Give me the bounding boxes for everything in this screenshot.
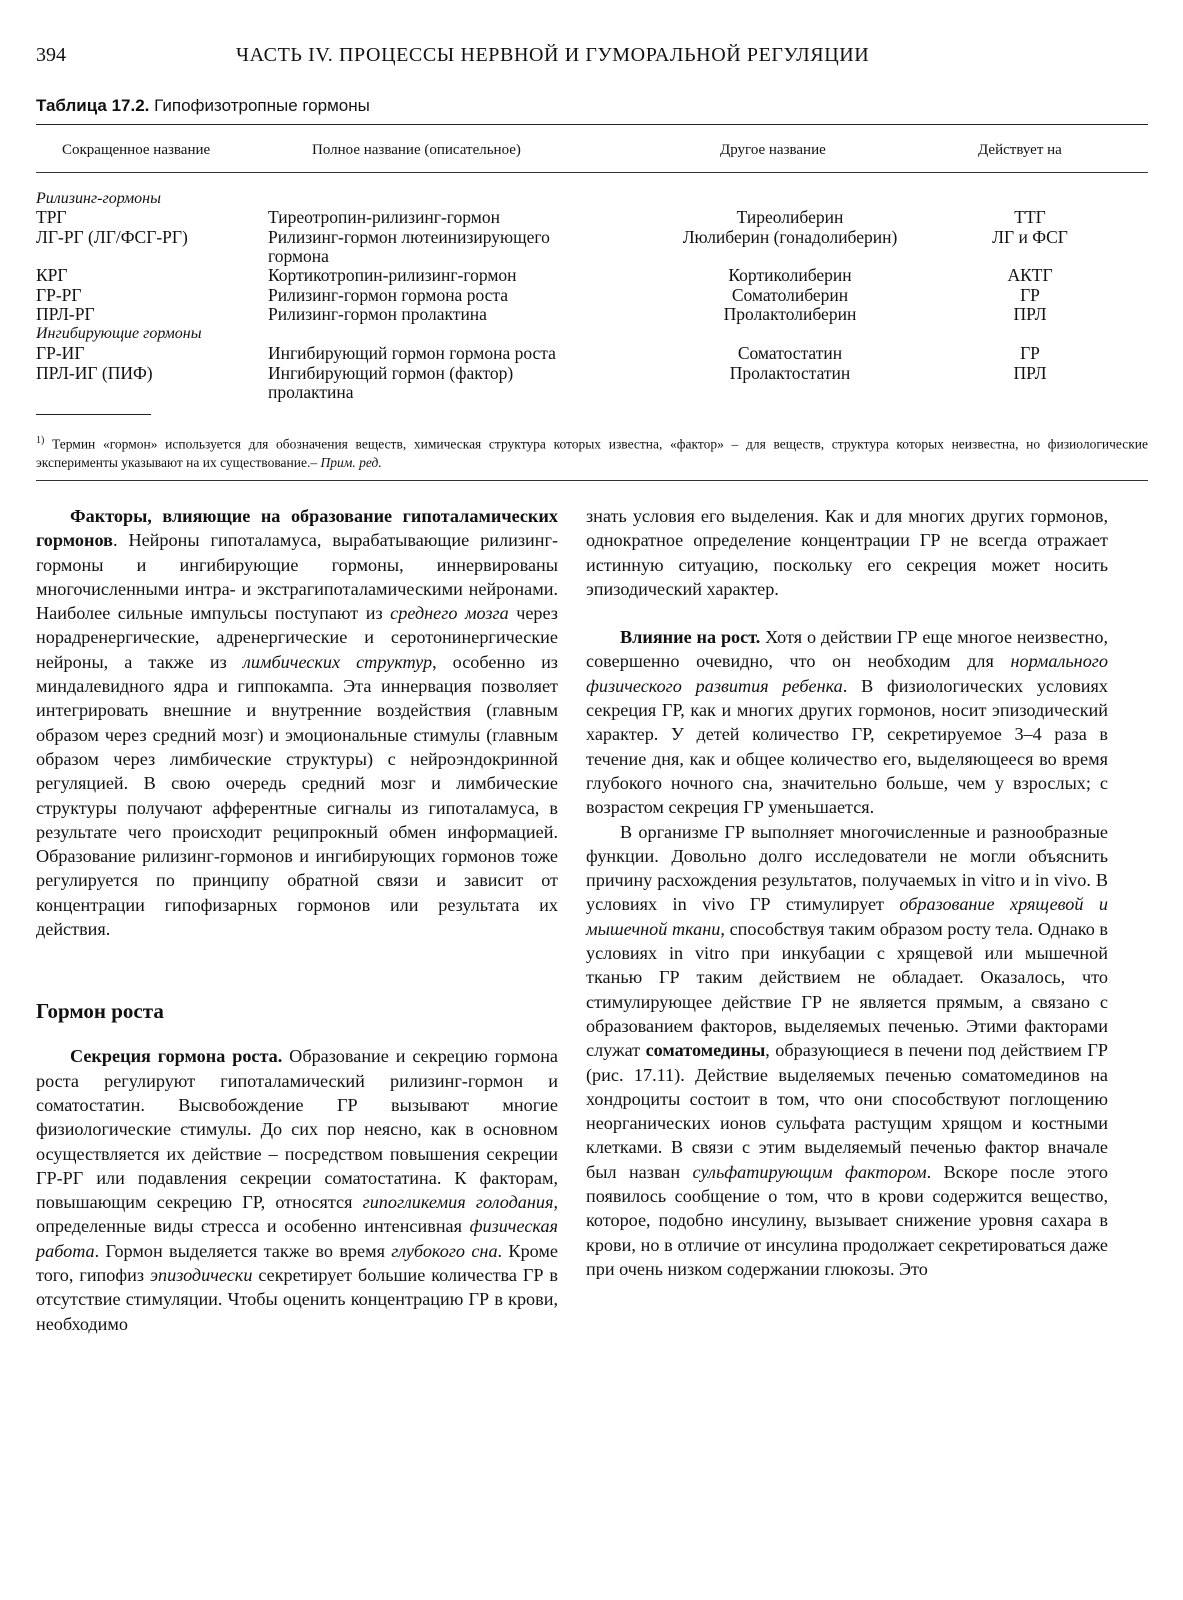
table-caption-label: Таблица 17.2.: [36, 96, 150, 115]
table-footnote: [36, 432, 1148, 472]
emphasis: среднего мозга: [390, 603, 509, 624]
text-run: секретирует большие количества ГР в отсутствие стимуляции. Чтобы оценить концентрацию ГР в крови, необходимо: [36, 1265, 558, 1334]
table-cell-other: Пролактостатин: [729, 363, 851, 383]
table-cell-abbr: ГР-РГ: [36, 285, 82, 305]
paragraph-run-in-heading: Факторы, влияющие на образование гипоталамических гормонов: [36, 506, 558, 551]
column-header-other: Другое название: [720, 142, 826, 158]
emphasis: образование хрящевой и мышечной ткани: [586, 894, 1108, 939]
table-cell-full: Тиреотропин-рилизинг-гормон: [268, 207, 500, 227]
table-cell-acts: ТТГ: [1014, 207, 1046, 227]
table-cell-full: Рилизинг-гормон лютеинизирующего гормона: [268, 227, 550, 266]
paragraph-gh-functions: [586, 820, 1108, 1282]
table-cell-full: Кортикотропин-рилизинг-гормон: [268, 265, 517, 285]
table-caption: [36, 96, 370, 116]
table-cell-other: Соматостатин: [737, 343, 843, 363]
table-cell-other: Тиреолиберин: [736, 207, 844, 227]
text-run: , особенно из миндалевидного ядра и гиппокампа. Эта иннервация позволяет интегрировать внешние и внутренние воздействия (главным образом через средний мозг) и эмоциональные стимулы (главным образом через лимбические структуры) с нейроэндокринной регуляцией. В свою очередь средний мозг и лимбические структуры получают афферентные сигналы из гипоталамуса, в результате чего происходит реципрокный обмен информацией. Образование рилизинг-гормонов и ингибирующих гормонов тоже регулируется по принципу обратной связи и зависит от концентрации гипофизарных гормонов или результата их действия.: [36, 651, 558, 940]
paragraph-run-in-heading: Секреция гормона роста.: [70, 1046, 283, 1067]
table-cell-acts: АКТГ: [1007, 265, 1053, 285]
page-header: [36, 44, 1146, 74]
table-cell-abbr: ПРЛ-ИГ (ПИФ): [36, 363, 153, 383]
running-title: ЧАСТЬ IV. ПРОЦЕССЫ НЕРВНОЙ И ГУМОРАЛЬНОЙ РЕГУЛЯЦИИ: [236, 44, 870, 66]
table-cell-full: Ингибирующий гормон (фактор) пролактина: [268, 363, 514, 402]
table-cell-abbr: ТРГ: [36, 207, 67, 227]
table-cell-abbr: КРГ: [36, 265, 68, 285]
emphasis: нормального физического развития ребенка: [586, 651, 1108, 696]
table-cell-other: Пролактолиберин: [723, 304, 857, 324]
table-cell-acts: ЛГ и ФСГ: [992, 227, 1068, 247]
paragraph-growth-effect: [586, 625, 1108, 819]
table-bottom-rule: [36, 480, 1148, 481]
page-number: 394: [36, 44, 66, 66]
text-run: . Кроме того, гипофиз: [36, 1240, 558, 1286]
table-cell-full: Ингибирующий гормон гормона роста: [268, 343, 556, 363]
paragraph-gh-secretion: [36, 1044, 558, 1336]
text-run: . Вскоре после этого появилось сообщение о том, что в крови содержится вещество, которое, подобно инсулину, вызывает снижение уровня сахара в крови, но в отличие от инсулина продолжает секретироваться даже при очень низком содержании глюкозы. Это: [586, 1161, 1108, 1279]
table-cell-acts: ГР: [1020, 343, 1040, 363]
table-cell-full: Рилизинг-гормон гормона роста: [268, 285, 509, 305]
emphasis: физическая работа: [36, 1216, 558, 1261]
section-heading: Гормон роста: [36, 999, 164, 1024]
group-label-releasing: Рилизинг-гормоны: [36, 190, 161, 207]
text-run: Хотя о действии ГР еще многое неизвестно, совершенно очевидно, что он необходим для: [586, 627, 1109, 672]
table-caption-text: Гипофизотропные гормоны: [154, 96, 370, 115]
table-cell-full: Рилизинг-гормон пролактина: [268, 304, 487, 324]
text-run: . Гормон выделяется также во время: [94, 1240, 392, 1261]
bold-term: соматомедины: [645, 1040, 766, 1061]
footnote-mark: 1): [36, 435, 45, 446]
table-top-rule: [36, 124, 1148, 125]
paragraph-run-in-heading: Влияние на рост.: [620, 627, 761, 648]
emphasis: лимбических структур: [242, 651, 433, 672]
footnote-editor-note: Прим. ред.: [320, 454, 382, 470]
table-cell-acts: ПРЛ: [1013, 363, 1047, 383]
text-run: . Нейроны гипоталамуса, вырабатывающие рилизинг-гормоны и ингибирующие гормоны, иннервированы многочисленными интра- и экстрагипоталамическими нейронами. Наиболее сильные импульсы поступают из: [36, 530, 558, 624]
table-cell-other: Соматолиберин: [731, 285, 849, 305]
table-header-rule: [36, 172, 1148, 173]
table-cell-abbr: ЛГ-РГ (ЛГ/ФСГ-РГ): [36, 227, 188, 247]
text-run: , способствуя таким образом росту тела. Однако в условиях in vitro при инкубации с хрящевой или мышечной тканью ГР таким действием не обладает. Оказалось, что стимулирующее действие ГР не является прямым, а связано с образованием факторов, выделяемых печенью. Этими факторами служат: [586, 918, 1108, 1061]
table-cell-other: Кортиколиберин: [728, 265, 852, 285]
emphasis: сульфатирующим фактором: [692, 1161, 927, 1182]
column-header-full: Полное название (описательное): [312, 142, 521, 158]
column-header-acts: Действует на: [978, 142, 1062, 158]
footnote-text: Термин «гормон» используется для обозначения веществ, химическая структура которых известна, «фактор» – для веществ, структура которых неизвестна, но физиологические эксперименты указывают на их существование.–: [36, 436, 1148, 470]
text-run: . В физиологических условиях секреция ГР, как и многих других гормонов, носит эпизодический характер. У детей количество ГР, секретируемое 3–4 раза в течение дня, как и общее количество его, выделяющееся во время глубокого ночного сна, значительно больше, чем у взрослых; с возрастом секреция ГР уменьшается.: [586, 675, 1108, 818]
text-run: , определенные виды стресса и особенно интенсивная: [36, 1192, 558, 1237]
column-header-abbr: Сокращенное название: [62, 142, 211, 158]
text-run: , образующиеся в печени под действием ГР (рис. 17.11). Действие выделяемых печенью соматомединов на хондроциты состоит в том, что они способствуют поглощению неорганических ионов сульфата растущим хрящом и костными клетками. В связи с этим выделяемый печенью фактор вначале был назван: [586, 1040, 1108, 1182]
text-run: Образование и секрецию гормона роста регулируют гипоталамический рилизинг-гормон и соматостатин. Высвобождение ГР вызывают многие физиологические стимулы. До сих пор неясно, как в основном осуществляется их действие – посредством повышения секреции ГР-РГ или подавления секреции соматостатина. К факторам, повышающим секрецию ГР, относятся: [36, 1046, 558, 1213]
table-cell-other: Люлиберин (гонадолиберин): [682, 227, 898, 247]
group-label-inhibiting: Ингибирующие гормоны: [36, 325, 202, 342]
emphasis: гипогликемия голодания: [362, 1192, 554, 1213]
right-text-column: [586, 504, 1108, 1281]
table-cell-acts: ПРЛ: [1013, 304, 1047, 324]
table-cell-abbr: ГР-ИГ: [36, 343, 85, 363]
emphasis: эпизодически: [150, 1265, 253, 1286]
text-run: через норадренергические, адренергические и серотонинергические нейроны, а также из: [36, 603, 558, 672]
footnote-rule: [36, 414, 151, 415]
paragraph-hypothalamic-factors: [36, 504, 558, 941]
left-text-column: [36, 504, 558, 1336]
text-run: В организме ГР выполняет многочисленные и разнообразные функции. Довольно долго исследователи не могли объяснить причину расхождения результатов, получаемых in vitro и in vivo. В условиях in vivo ГР стимулирует: [586, 821, 1108, 915]
table-cell-abbr: ПРЛ-РГ: [36, 304, 95, 324]
table-cell-acts: ГР: [1020, 285, 1040, 305]
emphasis: глубокого сна: [391, 1240, 498, 1261]
paragraph-continuation: знать условия его выделения. Как и для многих других гормонов, однократное определение концентрации ГР не всегда отражает истинную ситуацию, поскольку его секреция может носить эпизодический характер.: [586, 506, 1108, 599]
